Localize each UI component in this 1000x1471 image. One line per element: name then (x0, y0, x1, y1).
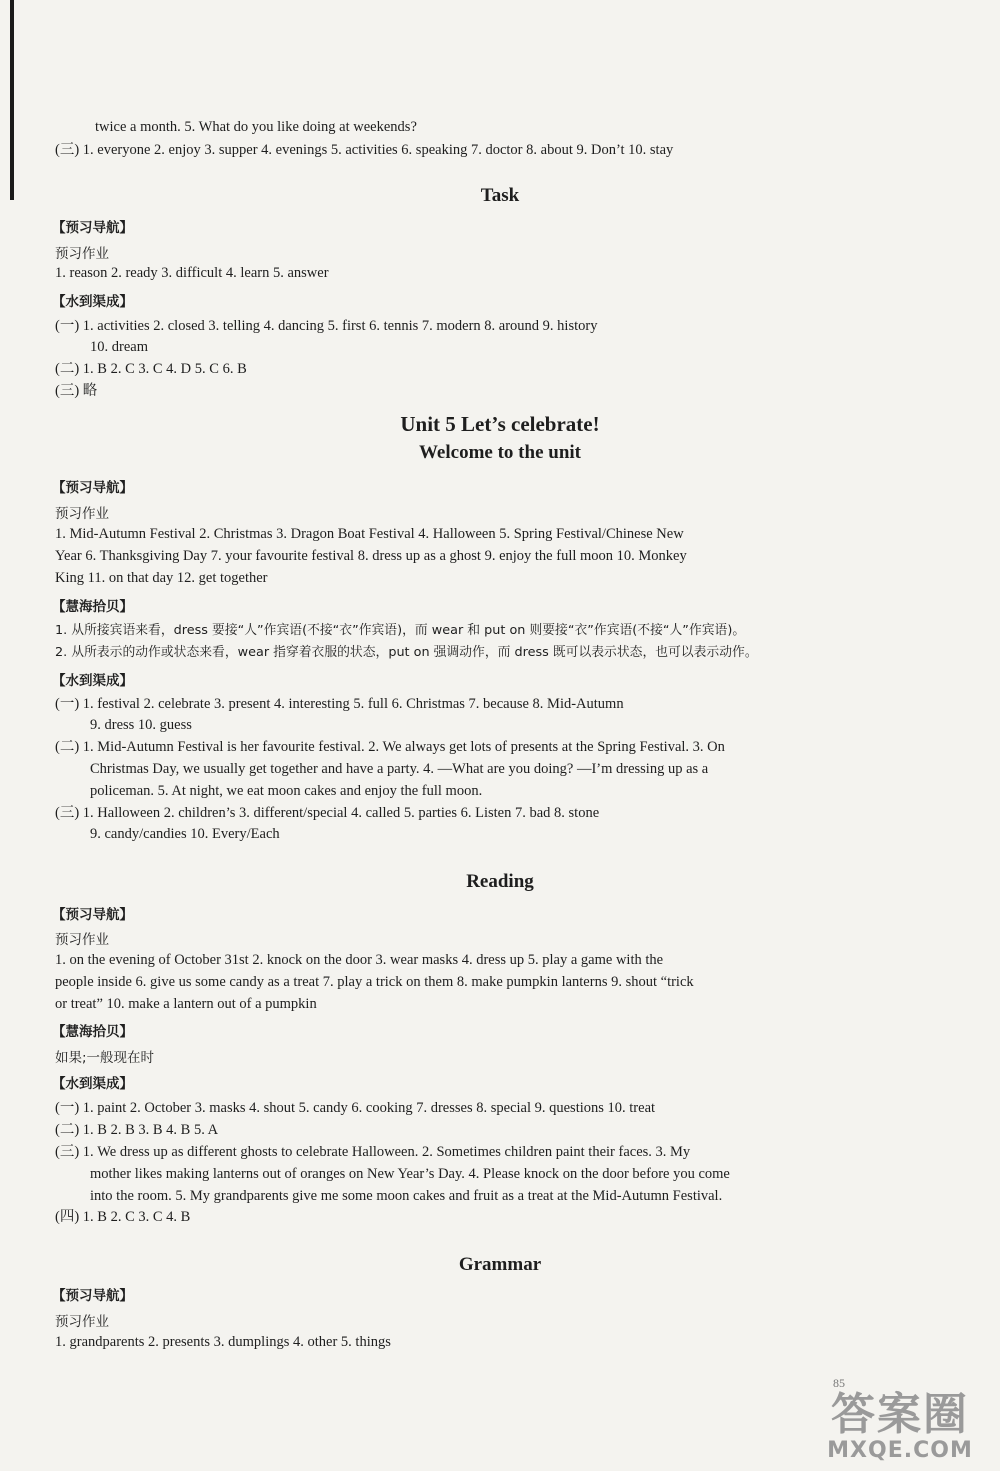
welcome-ex2-line2: Christmas Day, we usually get together and have a party. 4. —What are you doing? —I’m dressing up as a (90, 761, 709, 777)
welcome-tip-line: 2. 从所表示的动作或状态来看，wear 指穿着衣服的状态，put on 强调动作，而 dress 既可以表示状态，也可以表示动作。 (55, 645, 758, 660)
reading-preview-line: 1. on the evening of October 31st 2. knock on the door 3. wear masks 4. dress up 5. play a game with the (55, 952, 664, 968)
binding-edge (10, 0, 14, 200)
task-ex3: (三) 略 (55, 383, 98, 399)
watermark-site: MXQE.COM (827, 1438, 973, 1463)
section-title-grammar: Grammar (458, 1254, 542, 1275)
task-ex2: (二) 1. B 2. C 3. C 4. D 5. C 6. B (55, 361, 247, 377)
reading-preview-heading: 【预习导航】 (52, 907, 133, 923)
task-preview-heading: 【预习导航】 (52, 220, 133, 236)
welcome-ex2-line3: policeman. 5. At night, we eat moon cakes and enjoy the full moon. (90, 783, 483, 799)
welcome-preview-line: Year 6. Thanksgiving Day 7. your favourite festival 8. dress up as a ghost 9. enjoy the full moon 10. Monkey (55, 548, 687, 564)
task-preview-sub: 预习作业 (55, 246, 109, 262)
reading-ex3-line2: mother likes making lanterns out of oranges on New Year’s Day. 4. Please knock on the door before you come (90, 1166, 730, 1182)
welcome-preview-line: 1. Mid-Autumn Festival 2. Christmas 3. Dragon Boat Festival 4. Halloween 5. Spring Festival/Chinese New (55, 526, 684, 542)
reading-ex3-line3: into the room. 5. My grandparents give me some moon cakes and fruit as a treat at the Mid-Autumn Festival. (90, 1188, 723, 1204)
reading-practice-heading: 【水到渠成】 (52, 1076, 133, 1092)
task-ex1-line1: (一) 1. activities 2. closed 3. telling 4. dancing 5. first 6. tennis 7. modern 8. around 9. history (55, 318, 598, 334)
reading-ex2: (二) 1. B 2. B 3. B 4. B 5. A (55, 1122, 219, 1138)
task-preview-answers: 1. reason 2. ready 3. difficult 4. learn 5. answer (55, 265, 329, 281)
reading-ex4: (四) 1. B 2. C 3. C 4. B (55, 1209, 191, 1225)
grammar-preview-answers: 1. grandparents 2. presents 3. dumplings 4. other 5. things (55, 1334, 391, 1350)
page-number: 85 (833, 1376, 845, 1390)
section-title-task: Task (480, 185, 520, 206)
welcome-practice-heading: 【水到渠成】 (52, 673, 133, 689)
section-title-reading: Reading (466, 871, 534, 892)
task-practice-heading: 【水到渠成】 (52, 294, 133, 310)
reading-preview-line: people inside 6. give us some candy as a treat 7. play a trick on them 8. make pumpkin lanterns 9. shout “trick (55, 974, 694, 990)
welcome-ex3-line1: (三) 1. Halloween 2. children’s 3. different/special 4. called 5. parties 6. Listen 7. bad 8. stone (55, 805, 600, 821)
unit-title: Unit 5 Let’s celebrate! (400, 412, 600, 436)
prev-answer-continuation: twice a month. 5. What do you like doing at weekends? (95, 119, 417, 135)
welcome-preview-heading: 【预习导航】 (52, 480, 133, 496)
grammar-preview-sub: 预习作业 (55, 1314, 109, 1330)
welcome-preview-line: King 11. on that day 12. get together (55, 570, 268, 586)
grammar-preview-heading: 【预习导航】 (52, 1288, 133, 1304)
welcome-ex3-line2: 9. candy/candies 10. Every/Each (90, 826, 280, 842)
welcome-tips-heading: 【慧海拾贝】 (52, 599, 133, 615)
reading-tips-line: 如果;一般现在时 (55, 1050, 155, 1066)
section-title-welcome: Welcome to the unit (418, 442, 581, 463)
task-ex1-line2: 10. dream (90, 339, 148, 355)
reading-preview-sub: 预习作业 (55, 932, 109, 948)
welcome-tip-line: 1. 从所接宾语来看，dress 要接“人”作宾语(不接“衣”作宾语)，而 wear 和 put on 则要接“衣”作宾语(不接“人”作宾语)。 (55, 623, 746, 638)
watermark-text: 答案圈 (831, 1389, 969, 1440)
reading-ex1: (一) 1. paint 2. October 3. masks 4. shout 5. candy 6. cooking 7. dresses 8. special 9. questions 10. treat (55, 1100, 656, 1116)
reading-preview-line: or treat” 10. make a lantern out of a pumpkin (55, 996, 317, 1012)
welcome-ex1-line2: 9. dress 10. guess (90, 717, 192, 733)
site-watermark (820, 1378, 980, 1463)
prev-exercise-3: (三) 1. everyone 2. enjoy 3. supper 4. evenings 5. activities 6. speaking 7. doctor 8. about 9. Don’t 10. stay (55, 142, 674, 158)
welcome-preview-sub: 预习作业 (55, 506, 109, 522)
reading-ex3-line1: (三) 1. We dress up as different ghosts to celebrate Halloween. 2. Sometimes children paint their faces. 3. My (55, 1144, 691, 1160)
welcome-ex1-line1: (一) 1. festival 2. celebrate 3. present 4. interesting 5. full 6. Christmas 7. because 8. Mid-Autumn (55, 696, 624, 712)
reading-tips-heading: 【慧海拾贝】 (52, 1024, 133, 1040)
welcome-ex2-line1: (二) 1. Mid-Autumn Festival is her favourite festival. 2. We always get lots of presents at the Spring Festival. 3. On (55, 739, 725, 755)
